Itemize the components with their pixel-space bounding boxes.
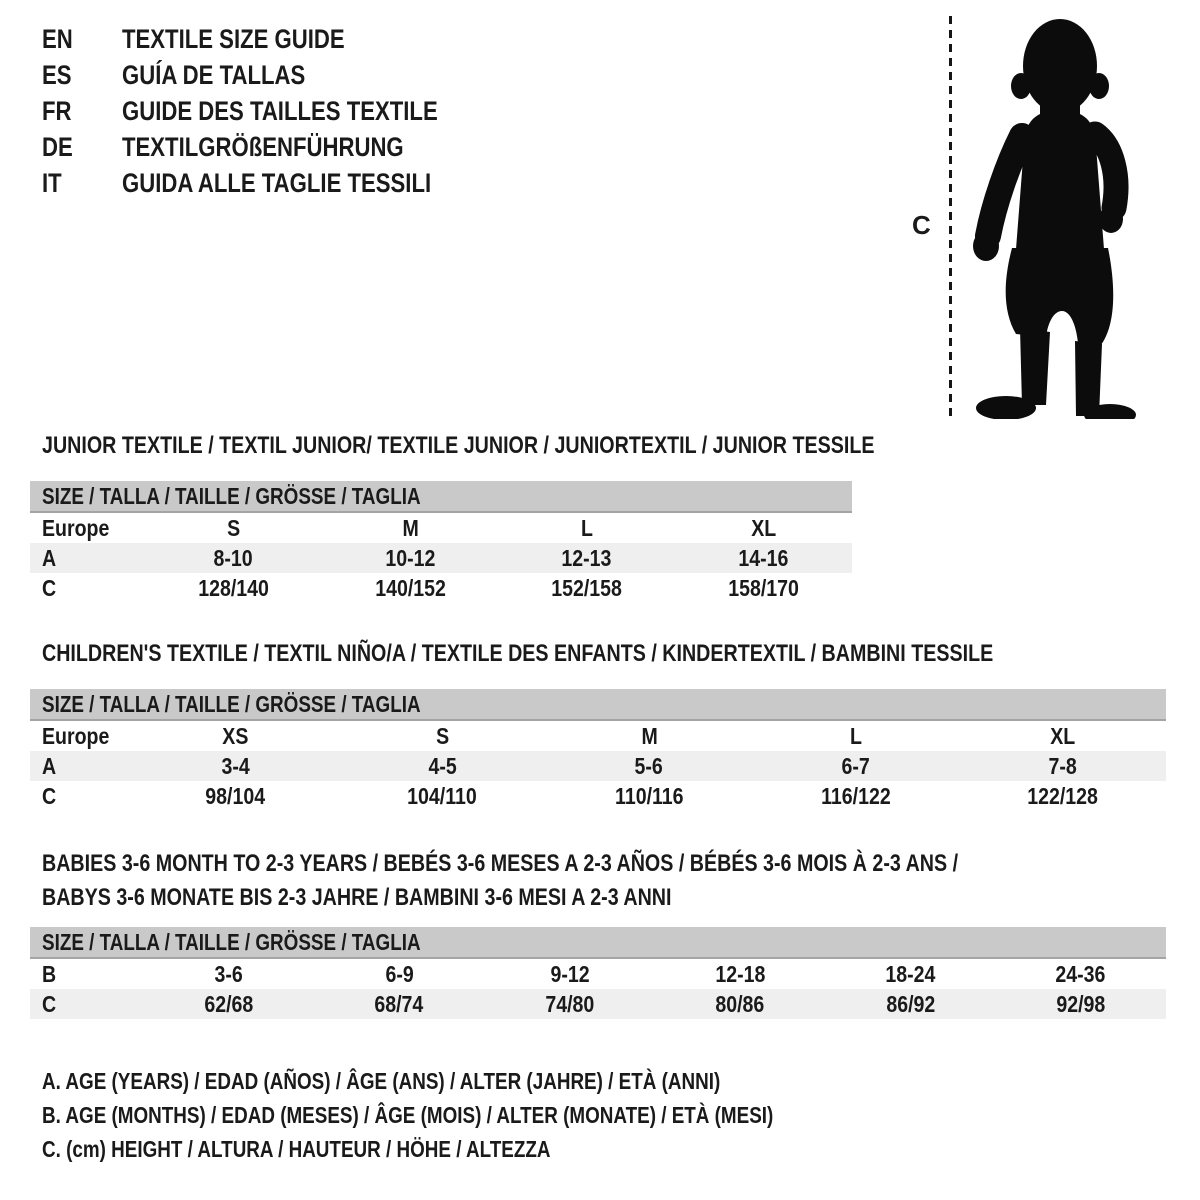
- cell-value: 80/86: [655, 989, 825, 1019]
- cell-value: 18-24: [885, 960, 936, 987]
- column-header-europe: Europe: [42, 722, 110, 749]
- section-title-text: BABIES 3-6 MONTH TO 2-3 YEARS / BEBÉS 3-6 MESES A 2-3 AÑOS / BÉBÉS 3-6 MOIS À 2-3 ANS /: [42, 850, 959, 877]
- size-header-label: SIZE / TALLA / TAILLE / GRÖSSE / TAGLIA: [42, 928, 421, 955]
- row-label: C: [30, 989, 144, 1019]
- cell-value: 62/68: [144, 989, 314, 1019]
- age-months-row: [30, 959, 1166, 989]
- cell-value: 116/122: [821, 782, 891, 809]
- height-measure-figure: [900, 14, 1158, 420]
- height-cm-row: [30, 781, 1166, 811]
- cell-value: 24-36: [1055, 960, 1106, 987]
- junior-size-table: [30, 513, 852, 603]
- height-cm-row: [30, 989, 1166, 1019]
- cell-value: 10-12: [322, 543, 499, 573]
- section-babies-textile: [30, 847, 1166, 1019]
- section-title-junior: [42, 432, 875, 459]
- section-title-babies: [42, 847, 1166, 915]
- language-list: [42, 24, 507, 204]
- table-header-row: [30, 721, 1166, 751]
- cell-value: 68/74: [314, 989, 484, 1019]
- cell-value: 3-4: [132, 751, 339, 781]
- size-header-label: SIZE / TALLA / TAILLE / GRÖSSE / TAGLIA: [42, 482, 421, 509]
- section-junior-textile: [30, 432, 875, 603]
- cell-value: 4-5: [339, 751, 546, 781]
- legend-age-years: A. AGE (YEARS) / EDAD (AÑOS) / ÂGE (ANS) / ALTER (JAHRE) / ETÀ (ANNI): [42, 1067, 721, 1094]
- language-code: FR: [42, 96, 72, 126]
- column-header-size: XL: [1050, 722, 1076, 749]
- column-header-size: M: [640, 722, 658, 749]
- column-header-size: L: [849, 722, 862, 749]
- age-years-row: [30, 543, 852, 573]
- language-row-es: [42, 60, 507, 96]
- guide-title: GUIDA ALLE TAGLIE TESSILI: [122, 168, 432, 198]
- language-code: ES: [42, 60, 72, 90]
- section-title-children: [42, 641, 1166, 667]
- height-measure-label: C: [912, 210, 931, 240]
- cell-value: 9-12: [550, 960, 590, 987]
- section-title-text: CHILDREN'S TEXTILE / TEXTIL NIÑO/A / TEXTILE DES ENFANTS / KINDERTEXTIL / BAMBINI TESSILE: [42, 640, 994, 667]
- cell-value: 86/92: [825, 989, 995, 1019]
- legend: [42, 1064, 934, 1166]
- cell-value: 152/158: [551, 574, 623, 601]
- legend-age-months: B. AGE (MONTHS) / EDAD (MESES) / ÂGE (MOIS) / ALTER (MONATE) / ETÀ (MESI): [42, 1101, 774, 1128]
- height-cm-row: [30, 573, 852, 603]
- language-row-en: [42, 24, 507, 60]
- size-header-bar: [30, 481, 852, 513]
- cell-value: 158/170: [728, 574, 799, 601]
- column-header-size: S: [435, 722, 449, 749]
- cell-value: 128/140: [198, 574, 269, 601]
- cell-value: 140/152: [374, 574, 446, 601]
- row-label: C: [42, 574, 57, 601]
- toddler-silhouette-icon: [962, 14, 1142, 419]
- column-header-size: L: [580, 514, 593, 541]
- cell-value: 7-8: [959, 751, 1166, 781]
- height-dashed-line: [949, 16, 952, 417]
- row-label: A: [30, 543, 145, 573]
- cell-value: 3-6: [214, 960, 243, 987]
- cell-value: 8-10: [145, 543, 322, 573]
- size-header-label: SIZE / TALLA / TAILLE / GRÖSSE / TAGLIA: [42, 690, 421, 717]
- column-header-size: M: [402, 514, 419, 541]
- column-header-size: XL: [751, 514, 777, 541]
- size-header-bar: [30, 689, 1166, 721]
- table-header-row: [30, 513, 852, 543]
- cell-value: 6-7: [752, 751, 959, 781]
- cell-value: 98/104: [205, 782, 266, 809]
- language-row-it: [42, 168, 507, 204]
- column-header-size: XS: [222, 722, 249, 749]
- children-size-table: [30, 721, 1166, 811]
- column-header-size: S: [226, 514, 240, 541]
- language-row-de: [42, 132, 507, 168]
- cell-value: 74/80: [484, 989, 654, 1019]
- cell-value: 12-18: [714, 960, 765, 987]
- babies-size-table: [30, 959, 1166, 1019]
- row-label: B: [42, 960, 57, 987]
- cell-value: 5-6: [546, 751, 753, 781]
- legend-height-cm: C. (cm) HEIGHT / ALTURA / HAUTEUR / HÖHE / ALTEZZA: [42, 1135, 551, 1162]
- guide-title: TEXTILE SIZE GUIDE: [122, 24, 345, 54]
- language-code: DE: [42, 132, 73, 162]
- cell-value: 14-16: [675, 543, 852, 573]
- cell-value: 122/128: [1027, 782, 1098, 809]
- cell-value: 6-9: [385, 960, 414, 987]
- section-title-text: BABYS 3-6 MONATE BIS 2-3 JAHRE / BAMBINI 3-6 MESI A 2-3 ANNI: [42, 884, 672, 911]
- section-children-textile: [30, 641, 1166, 811]
- cell-value: 110/116: [614, 782, 684, 809]
- age-years-row: [30, 751, 1166, 781]
- language-code: EN: [42, 24, 73, 54]
- cell-value: 12-13: [499, 543, 676, 573]
- section-title-text: JUNIOR TEXTILE / TEXTIL JUNIOR/ TEXTILE JUNIOR / JUNIORTEXTIL / JUNIOR TESSILE: [42, 432, 875, 459]
- size-header-bar: [30, 927, 1166, 959]
- guide-title: GUÍA DE TALLAS: [122, 60, 306, 90]
- language-row-fr: [42, 96, 507, 132]
- cell-value: 104/110: [407, 782, 478, 809]
- guide-title: GUIDE DES TAILLES TEXTILE: [122, 96, 438, 126]
- language-code: IT: [42, 168, 62, 198]
- row-label: C: [42, 782, 57, 809]
- guide-title: TEXTILGRÖßENFÜHRUNG: [122, 132, 404, 162]
- cell-value: 92/98: [996, 989, 1166, 1019]
- row-label: A: [30, 751, 132, 781]
- column-header-europe: Europe: [42, 514, 110, 541]
